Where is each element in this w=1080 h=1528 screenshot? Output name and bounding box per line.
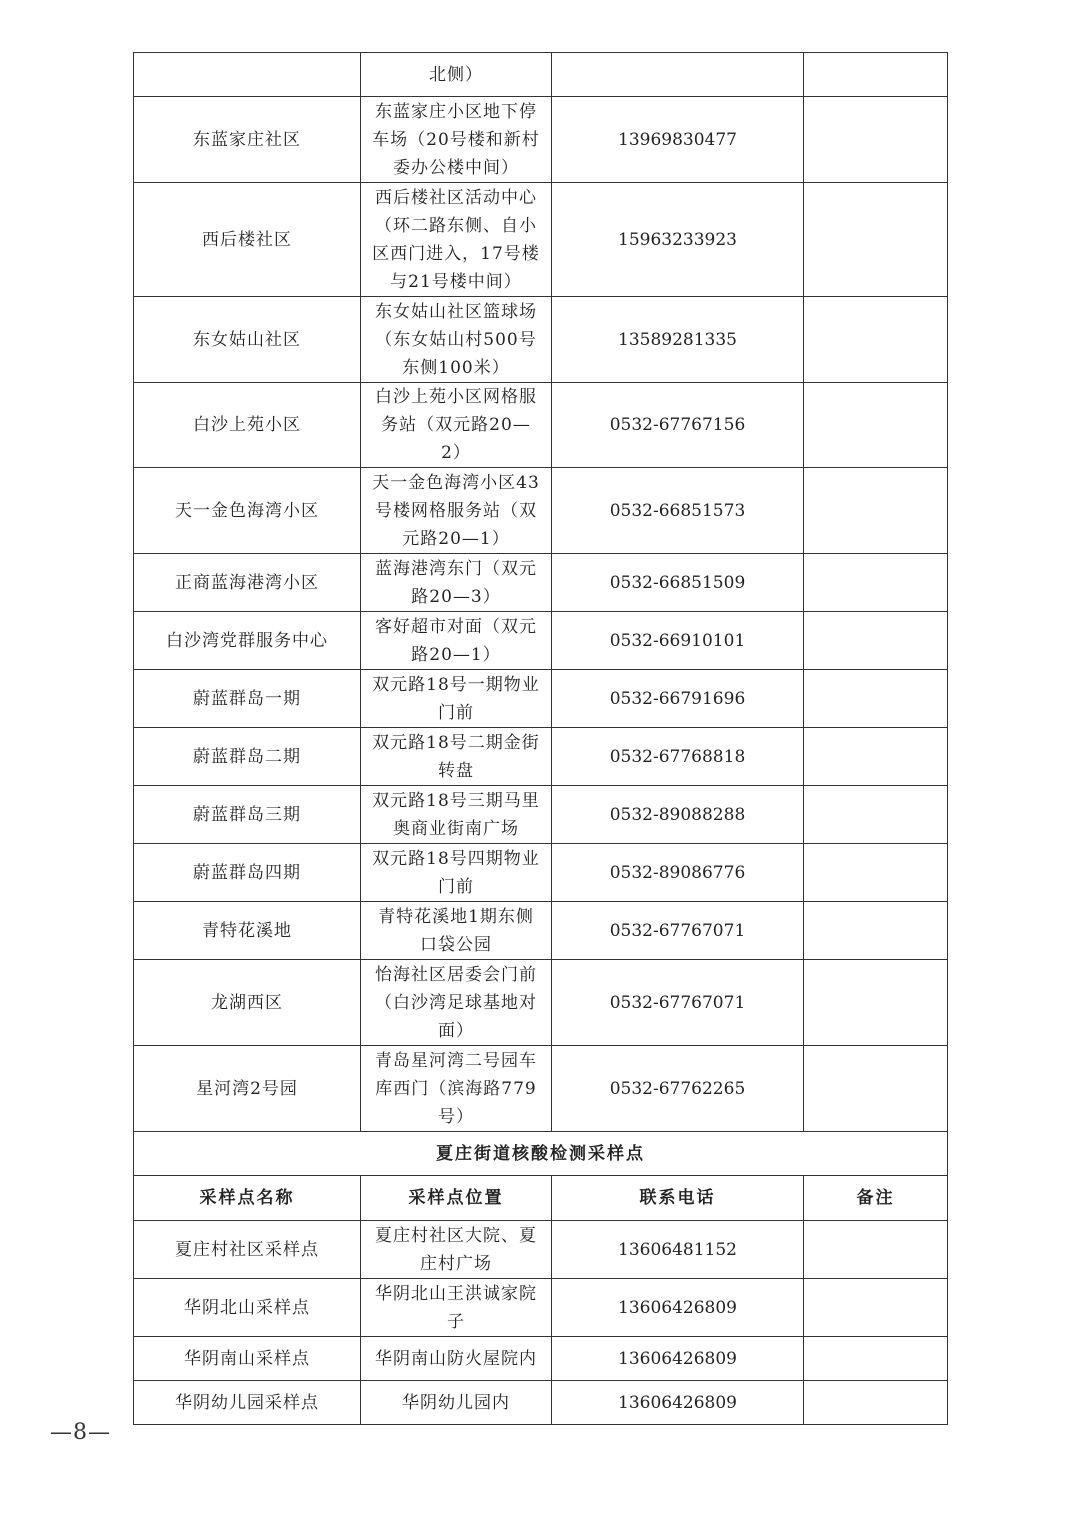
site-location-cell: 华阴南山防火屋院内 [361,1337,552,1381]
site-location-cell: 怡海社区居委会门前（白沙湾足球基地对面） [361,960,552,1046]
site-phone-cell: 0532-89086776 [552,844,804,902]
site-phone-cell: 0532-67762265 [552,1046,804,1132]
site-location-cell: 白沙上苑小区网格服务站（双元路20—2） [361,383,552,468]
site-note-cell [804,53,948,97]
site-note-cell [804,960,948,1046]
site-name-cell: 青特花溪地 [134,902,361,960]
site-phone-cell: 13606426809 [552,1279,804,1337]
site-location-cell: 西后楼社区活动中心（环二路东侧、自小区西门进入，17号楼与21号楼中间） [361,183,552,297]
site-name-cell: 白沙湾党群服务中心 [134,612,361,670]
site-phone-cell: 0532-66791696 [552,670,804,728]
sampling-sites-table [133,52,948,1425]
site-note-cell [804,97,948,183]
site-location-cell: 双元路18号二期金街转盘 [361,728,552,786]
table-row [134,612,948,670]
page-number: —8— [50,1420,111,1445]
site-name-cell: 东女姑山社区 [134,297,361,383]
site-name-cell: 夏庄村社区采样点 [134,1221,361,1279]
site-note-cell [804,1221,948,1279]
site-phone-cell: 0532-67767071 [552,960,804,1046]
site-note-cell [804,902,948,960]
site-name-cell: 天一金色海湾小区 [134,468,361,554]
site-phone-cell: 13606481152 [552,1221,804,1279]
site-note-cell [804,383,948,468]
header-name: 采样点名称 [134,1176,361,1221]
site-note-cell [804,1381,948,1425]
site-note-cell [804,728,948,786]
site-note-cell [804,670,948,728]
site-name-cell: 白沙上苑小区 [134,383,361,468]
table-row [134,554,948,612]
section-title-row [134,1132,948,1176]
table-row [134,1279,948,1337]
section-body [134,1132,948,1221]
table-row [134,1221,948,1279]
site-location-cell: 夏庄村社区大院、夏庄村广场 [361,1221,552,1279]
site-location-cell: 客好超市对面（双元路20—1） [361,612,552,670]
table-row [134,183,948,297]
site-name-cell: 华阴北山采样点 [134,1279,361,1337]
site-location-cell: 东蓝家庄小区地下停车场（20号楼和新村委办公楼中间） [361,97,552,183]
site-phone-cell: 13969830477 [552,97,804,183]
site-name-cell: 正商蓝海港湾小区 [134,554,361,612]
header-location: 采样点位置 [361,1176,552,1221]
site-phone-cell: 0532-66851573 [552,468,804,554]
site-phone-cell [552,53,804,97]
site-name-cell: 西后楼社区 [134,183,361,297]
site-note-cell [804,468,948,554]
site-name-cell: 东蓝家庄社区 [134,97,361,183]
table-row [134,97,948,183]
site-name-cell: 华阴南山采样点 [134,1337,361,1381]
site-name-cell: 龙湖西区 [134,960,361,1046]
site-name-cell: 蔚蓝群岛一期 [134,670,361,728]
site-name-cell: 华阴幼儿园采样点 [134,1381,361,1425]
site-location-cell: 华阴幼儿园内 [361,1381,552,1425]
site-location-cell: 青特花溪地1期东侧口袋公园 [361,902,552,960]
site-phone-cell: 15963233923 [552,183,804,297]
table-row [134,960,948,1046]
site-note-cell [804,844,948,902]
site-location-cell: 双元路18号三期马里奥商业街南广场 [361,786,552,844]
site-location-cell: 蓝海港湾东门（双元路20—3） [361,554,552,612]
table-row [134,383,948,468]
site-note-cell [804,786,948,844]
bottom-table-body [134,1221,948,1425]
site-phone-cell: 0532-67767156 [552,383,804,468]
site-phone-cell: 0532-67768818 [552,728,804,786]
site-name-cell: 蔚蓝群岛二期 [134,728,361,786]
top-table-body [134,53,948,1132]
site-note-cell [804,297,948,383]
section-title: 夏庄街道核酸检测采样点 [134,1132,948,1176]
header-phone: 联系电话 [552,1176,804,1221]
table-row [134,1046,948,1132]
table-row [134,53,948,97]
site-location-cell: 青岛星河湾二号园车库西门（滨海路779号） [361,1046,552,1132]
site-name-cell: 蔚蓝群岛三期 [134,786,361,844]
site-note-cell [804,554,948,612]
table-row [134,468,948,554]
site-phone-cell: 0532-66910101 [552,612,804,670]
site-phone-cell: 0532-66851509 [552,554,804,612]
site-location-cell: 北侧） [361,53,552,97]
site-location-cell: 东女姑山社区篮球场（东女姑山村500号东侧100米） [361,297,552,383]
site-note-cell [804,612,948,670]
site-phone-cell: 0532-67767071 [552,902,804,960]
header-note: 备注 [804,1176,948,1221]
site-name-cell: 星河湾2号园 [134,1046,361,1132]
site-location-cell: 双元路18号一期物业门前 [361,670,552,728]
table-row [134,902,948,960]
table-row [134,728,948,786]
site-name-cell [134,53,361,97]
site-phone-cell: 13589281335 [552,297,804,383]
table-row [134,1337,948,1381]
table-row [134,297,948,383]
site-location-cell: 双元路18号四期物业门前 [361,844,552,902]
site-note-cell [804,183,948,297]
table-row [134,786,948,844]
site-location-cell: 天一金色海湾小区43号楼网格服务站（双元路20—1） [361,468,552,554]
table-row [134,844,948,902]
site-note-cell [804,1279,948,1337]
site-note-cell [804,1337,948,1381]
site-phone-cell: 13606426809 [552,1337,804,1381]
site-location-cell: 华阴北山王洪诚家院子 [361,1279,552,1337]
site-name-cell: 蔚蓝群岛四期 [134,844,361,902]
header-row [134,1176,948,1221]
table-row [134,670,948,728]
site-note-cell [804,1046,948,1132]
table-row [134,1381,948,1425]
site-phone-cell: 0532-89088288 [552,786,804,844]
site-phone-cell: 13606426809 [552,1381,804,1425]
